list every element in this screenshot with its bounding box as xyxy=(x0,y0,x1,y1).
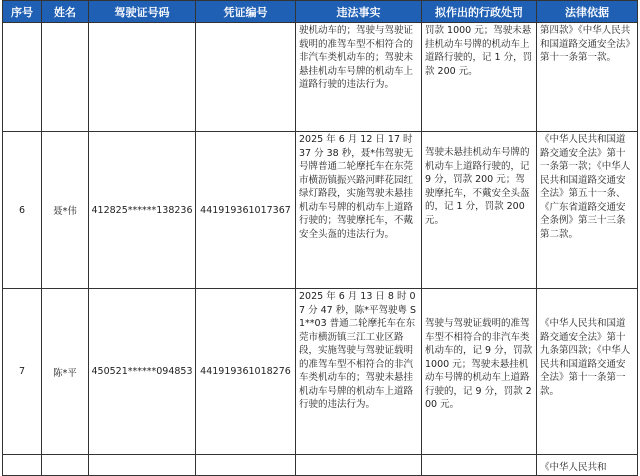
cell-voucher: 441919361018276 xyxy=(196,289,296,455)
table-row xyxy=(3,132,638,289)
cell-basis: 《中华人民共和国道路交通安全法》第十九条第四款；《中华人民共和国道路交通安全法》第十一条第一款。 xyxy=(537,289,638,455)
header-license: 驾驶证号码 xyxy=(89,1,196,23)
cell-voucher xyxy=(196,455,296,476)
cell-name xyxy=(42,455,89,476)
header-voucher: 凭证编号 xyxy=(196,1,296,23)
cell-license xyxy=(89,455,196,476)
cell-facts: 驶机动车的；驾驶与驾驶证载明的准驾车型不相符合的非汽车类机动车的；驾驶未悬挂机动车号牌的机动车上道路行驶的违法行为。 xyxy=(296,23,422,132)
cell-basis: 《中华人民共和 xyxy=(537,455,638,476)
table-row xyxy=(3,289,638,455)
cell-basis: 第四款》《中华人民共和国道路交通安全法》第十一条第一款。 xyxy=(537,23,638,132)
cell-facts xyxy=(296,455,422,476)
violation-table xyxy=(2,0,638,476)
cell-penalty xyxy=(422,455,537,476)
cell-voucher xyxy=(196,23,296,132)
header-penalty: 拟作出的行政处罚 xyxy=(422,1,537,23)
cell-seq: 6 xyxy=(3,132,42,289)
cell-facts: 2025 年 6 月 12 日 17 时 37 分 38 秒，聂*伟驾驶无号牌普通二轮摩托车在东莞市横沥镇振兴路河畔花园红绿灯路段，实施驾驶未悬挂机动车号牌的机动车上道路行驶的；驾驶摩托车，不戴安全头盔的违法行为。 xyxy=(296,132,422,289)
table-header-row xyxy=(3,1,638,23)
header-facts: 违法事实 xyxy=(296,1,422,23)
cell-penalty: 驾驶与驾驶证载明的准驾车型不相符合的非汽车类机动车的，记 9 分，罚款 1000 元；驾驶未悬挂机动车号牌的机动车上道路行驶的，记 9 分，罚款 200 元。 xyxy=(422,289,537,455)
cell-facts: 2025 年 6 月 13 日 8 时 07 分 47 秒，陈*平驾驶粤 S1**03 普通二轮摩托车在东莞市横沥镇三江工业区路段，实施驾驶与驾驶证载明的准驾车型不相符合的非汽车类机动车的；驾驶未悬挂机动车号牌的机动车上道路行驶的违法行为。 xyxy=(296,289,422,455)
header-basis: 法律依据 xyxy=(537,1,638,23)
cell-name xyxy=(42,23,89,132)
cell-license xyxy=(89,23,196,132)
cell-name: 聂*伟 xyxy=(42,132,89,289)
cell-seq: 7 xyxy=(3,289,42,455)
table-row xyxy=(3,455,638,476)
cell-penalty: 罚款 1000 元；驾驶未悬挂机动车号牌的机动车上道路行驶的，记 1 分，罚款 200 元。 xyxy=(422,23,537,132)
cell-license: 412825******138236 xyxy=(89,132,196,289)
header-seq: 序号 xyxy=(3,1,42,23)
cell-seq xyxy=(3,23,42,132)
table-row xyxy=(3,23,638,132)
cell-license: 450521******094853 xyxy=(89,289,196,455)
header-name: 姓名 xyxy=(42,1,89,23)
cell-voucher: 441919361017367 xyxy=(196,132,296,289)
cell-seq xyxy=(3,455,42,476)
cell-name: 陈*平 xyxy=(42,289,89,455)
cell-basis: 《中华人民共和国道路交通安全法》第十一条第一款；《中华人民共和国道路交通安全法》第五十一条、《广东省道路交通安全条例》第三十三条第二款。 xyxy=(537,132,638,289)
cell-penalty: 驾驶未悬挂机动车号牌的机动车上道路行驶的，记 9 分，罚款 200 元；驾驶摩托车，不戴安全头盔的，记 1 分，罚款 200 元。 xyxy=(422,132,537,289)
